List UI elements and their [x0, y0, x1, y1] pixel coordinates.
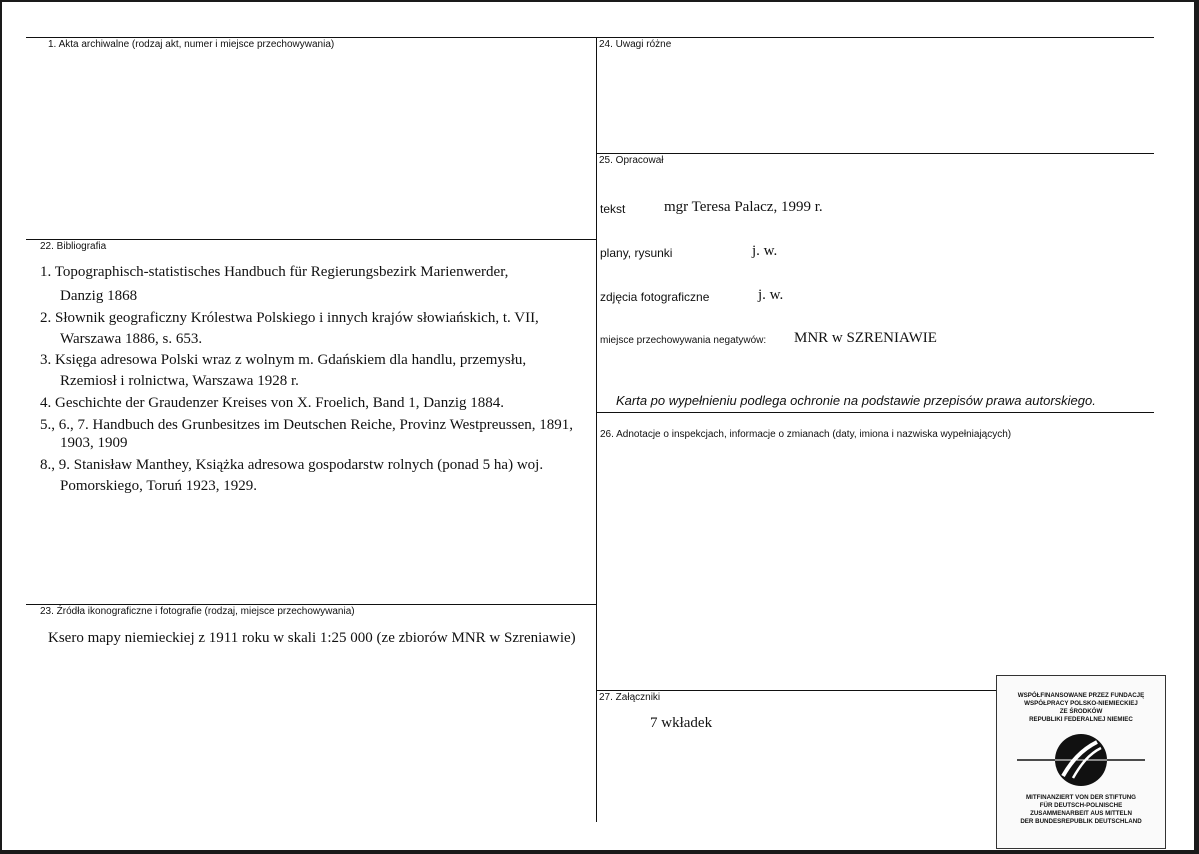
rule-25: [596, 153, 1154, 154]
section-27-value: 7 wkładek: [650, 715, 713, 731]
plany-value: j. w.: [752, 243, 778, 259]
rule-26: [596, 412, 1154, 413]
negatywy-label: miejsce przechowywania negatywów:: [600, 335, 767, 346]
bibliography-line: 5., 6., 7. Handbuch des Grunbesitzes im Deutschen Reiche, Provinz Westpreussen, 1891,: [40, 417, 573, 433]
bibliography-line: 3. Księga adresowa Polski wraz z wolnym m. Gdańskiem dla handlu, przemysłu,: [40, 352, 527, 368]
section-27-label: 27. Załączniki: [599, 692, 661, 703]
top-rule: [26, 37, 1154, 38]
record-card: [2, 2, 1194, 850]
rule-22: [26, 239, 596, 240]
stamp-line: ZUSAMMENARBEIT AUS MITTELN: [1030, 810, 1132, 817]
stamp-line: REPUBLIKI FEDERALNEJ NIEMIEC: [1029, 716, 1133, 723]
bibliography-line: Danzig 1868: [60, 288, 138, 304]
column-divider: [596, 37, 597, 822]
tekst-value: mgr Teresa Palacz, 1999 r.: [664, 199, 823, 215]
section-25-label: 25. Opracował: [599, 155, 664, 166]
bibliography-line: 2. Słownik geograficzny Królestwa Polskiego i innych krajów słowiańskich, t. VII,: [40, 310, 539, 326]
bibliography-line: Rzemiosł i rolnictwa, Warszawa 1928 r.: [60, 373, 299, 389]
bibliography-line: 4. Geschichte der Graudenzer Kreises von X. Froelich, Band 1, Danzig 1884.: [40, 395, 505, 411]
section-23-value: Ksero mapy niemieckiej z 1911 roku w skali 1:25 000 (ze zbiorów MNR w Szreniawie): [48, 630, 576, 646]
zdjecia-value: j. w.: [758, 287, 784, 303]
negatywy-value: MNR w SZRENIAWIE: [794, 330, 937, 346]
bibliography-line: Pomorskiego, Toruń 1923, 1929.: [60, 478, 258, 494]
bibliography-line: 1903, 1909: [60, 435, 128, 451]
bibliography-line: 8., 9. Stanisław Manthey, Książka adresowa gospodarstw rolnych (ponad 5 ha) woj.: [40, 457, 544, 473]
stamp-line: FÜR DEUTSCH-POLNISCHE: [1039, 802, 1123, 809]
rule-23: [26, 604, 596, 605]
section-22-label: 22. Bibliografia: [40, 241, 107, 252]
section-1-label: 1. Akta archiwalne (rodzaj akt, numer i miejsce przechowywania): [48, 39, 335, 50]
bibliography-line: 1. Topographisch-statistisches Handbuch für Regierungsbezirk Marienwerder,: [40, 264, 509, 280]
section-26-label: 26. Adnotacje o inspekcjach, informacje o zmianach (daty, imiona i nazwiska wypełniających): [600, 429, 1012, 440]
stamp-line: WSPÓŁFINANSOWANE PRZEZ FUNDACJĘ: [1017, 692, 1145, 699]
stamp-line: DER BUNDESREPUBLIK DEUTSCHLAND: [1020, 818, 1142, 825]
section-24-label: 24. Uwagi różne: [599, 39, 672, 50]
plany-label: plany, rysunki: [600, 246, 673, 260]
tekst-label: tekst: [600, 202, 626, 216]
rule-27: [596, 690, 996, 691]
zdjecia-label: zdjęcia fotograficzne: [600, 290, 710, 304]
section-23-label: 23. Źródła ikonograficzne i fotografie (rodzaj, miejsce przechowywania): [40, 606, 355, 617]
cofinancing-stamp: [996, 675, 1166, 849]
copyright-notice: Karta po wypełnieniu podlega ochronie na podstawie przepisów prawa autorskiego.: [616, 393, 1096, 408]
stamp-line: MITFINANZIERT VON DER STIFTUNG: [1026, 794, 1136, 801]
stamp-line: ZE ŚRODKÓW: [1059, 708, 1103, 715]
foundation-logo-icon: [997, 728, 1165, 798]
bibliography-line: Warszawa 1886, s. 653.: [60, 331, 203, 347]
stamp-line: WSPÓŁPRACY POLSKO-NIEMIECKIEJ: [1024, 700, 1138, 707]
